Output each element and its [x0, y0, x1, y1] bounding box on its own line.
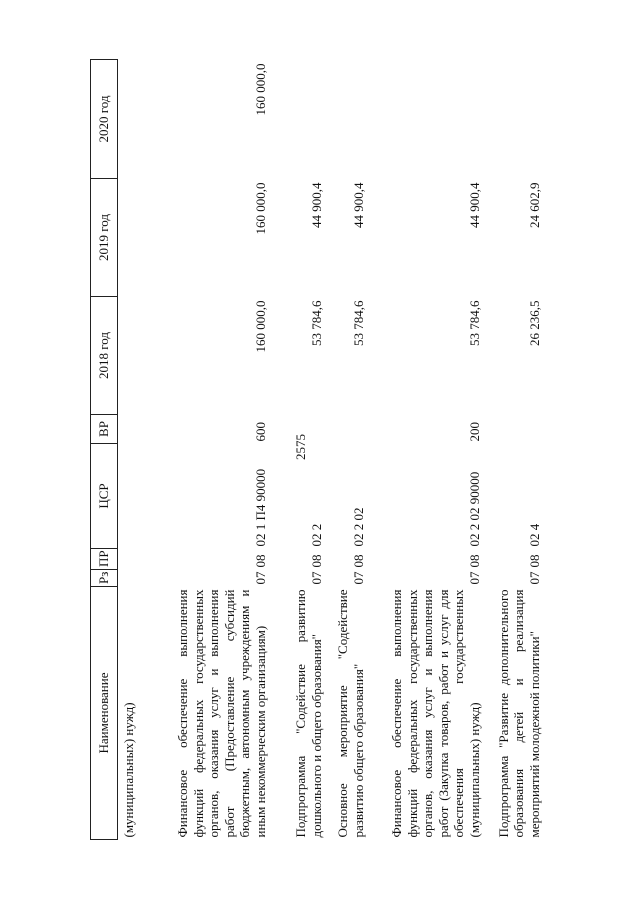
row-pr: 08: [466, 554, 482, 568]
row-2020: [324, 60, 366, 179]
page-number: 2575: [293, 434, 308, 460]
row-csr: 02 2 02: [350, 507, 366, 547]
row-2020: [118, 60, 137, 179]
row-2018: 53 784,6: [308, 300, 324, 346]
row-pr: 08: [308, 554, 324, 568]
header-2020: 2020 год: [91, 60, 118, 179]
row-2019: 24 602,9: [526, 182, 542, 228]
row-csr: 02 4: [526, 523, 542, 547]
row-rz: 07: [466, 571, 482, 585]
row-rz: 07: [350, 571, 366, 585]
row-2018: 160 000,0: [252, 300, 268, 353]
header-pr: ПР: [91, 549, 118, 570]
row-vr: [482, 415, 542, 444]
row-pr: [118, 549, 137, 570]
table-row: [482, 60, 542, 840]
rotated-page: [90, 60, 610, 840]
row-rz: 07: [526, 571, 542, 585]
header-2019: 2019 год: [91, 179, 118, 297]
row-2018: 53 784,6: [350, 300, 366, 346]
row-vr: 200: [466, 422, 482, 442]
row-name: Финансовое обеспечение выполнения функций федеральных государственных органов, оказания услуг и выполнения работ (Предоставление субсидий бюджетным, автономным учреждениям и иным некоммерческим организациям): [175, 589, 268, 838]
table-row: [118, 60, 137, 840]
row-2020: 160 000,0: [252, 63, 268, 116]
row-rz: 07: [308, 571, 324, 585]
table-row: [136, 60, 268, 840]
row-2020: [366, 60, 482, 179]
row-pr: 08: [350, 554, 366, 568]
row-rz: 07: [252, 571, 268, 585]
row-2019: 44 900,4: [466, 182, 482, 228]
table-row: [268, 60, 324, 840]
row-pr: 08: [526, 554, 542, 568]
row-name: Подпрограмма "Развитие дополнительного образования детей и реализация мероприятий молодежной политики": [495, 589, 542, 838]
table-header-row: [91, 60, 118, 840]
row-name: Финансовое обеспечение выполнения функций федеральных государственных органов, оказания услуг и выполнения работ (Закупка товаров, работ и услуг для обеспечения государственных (муниципальных) нужд): [389, 589, 482, 838]
row-2019: 44 900,4: [308, 182, 324, 228]
row-2018: 26 236,5: [526, 300, 542, 346]
row-vr: [118, 415, 137, 444]
header-vr: ВР: [91, 415, 118, 444]
row-csr: 02 2: [308, 523, 324, 547]
header-csr: ЦСР: [91, 444, 118, 549]
row-csr: [118, 444, 137, 549]
header-name: Наименование: [91, 587, 118, 840]
row-name: (муниципальных) нужд): [120, 702, 136, 838]
row-2018: [118, 297, 137, 415]
row-csr: 02 2 02 90000: [466, 471, 482, 547]
row-name: Подпрограмма "Содействие развитию дошкольного и общего образования": [293, 589, 324, 838]
row-2019: 160 000,0: [252, 182, 268, 235]
header-2018: 2018 год: [91, 297, 118, 415]
row-vr: [268, 415, 324, 444]
table-row: [324, 60, 366, 840]
row-csr: 02 1 П4 90000: [252, 468, 268, 547]
row-rz: [118, 570, 137, 587]
row-vr: [324, 415, 366, 444]
row-2019: 44 900,4: [350, 182, 366, 228]
row-2020: [268, 60, 324, 179]
table-row: [366, 60, 482, 840]
row-pr: 08: [252, 554, 268, 568]
header-rz: Рз: [91, 570, 118, 587]
row-vr: 600: [252, 422, 268, 442]
budget-table: [90, 59, 542, 840]
row-2019: [118, 179, 137, 297]
row-2020: [482, 60, 542, 179]
row-2018: 53 784,6: [466, 300, 482, 346]
row-name: Основное мероприятие "Содействие развитию общего образования": [335, 589, 366, 838]
